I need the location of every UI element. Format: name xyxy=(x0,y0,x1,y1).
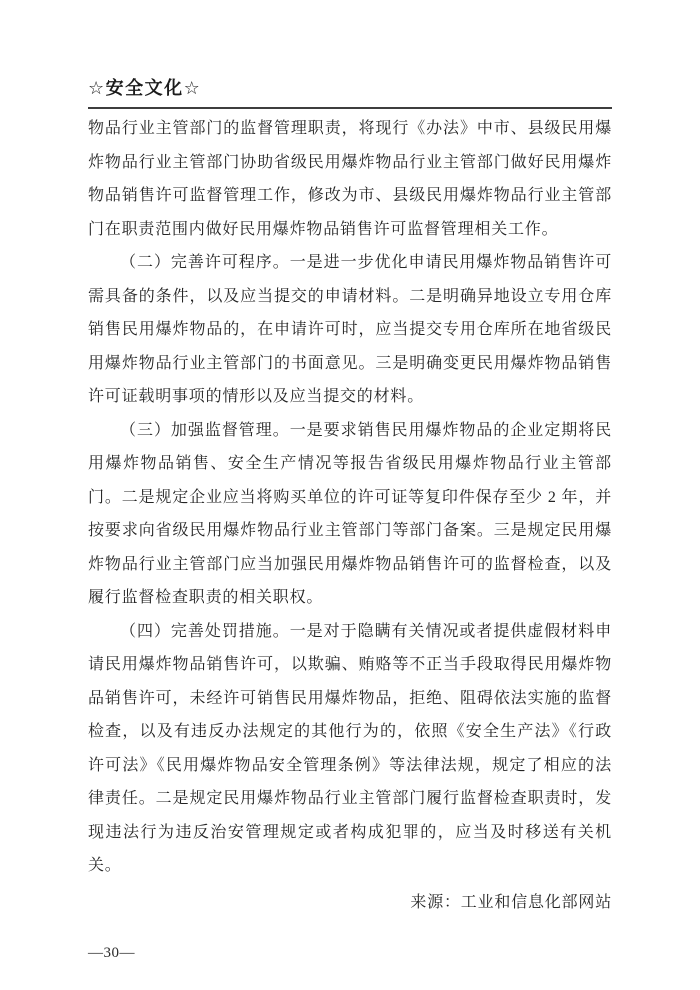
body-paragraph-continuation: 物品行业主管部门的监督管理职责，将现行《办法》中市、县级民用爆炸物品行业主管部门协助省级民用爆炸物品行业主管部门做好民用爆炸物品销售许可监督管理工作，修改为市、县级民用爆炸物品行业主管部门在职责范围内做好民用爆炸物品销售许可监督管理相关工作。 xyxy=(88,120,612,238)
document-body xyxy=(88,112,612,883)
page-number: —30— xyxy=(88,945,135,961)
body-paragraph-item-4: （四）完善处罚措施。一是对于隐瞒有关情况或者提供虚假材料申请民用爆炸物品销售许可，以欺骗、贿赂等不正当手段取得民用爆炸物品销售许可，未经许可销售民用爆炸物品，拒绝、阻碍依法实施的监督检查，以及有违反办法规定的其他行为的，依照《安全生产法》《行政许可法》《民用爆炸物品安全管理条例》等法律法规，规定了相应的法律责任。二是规定民用爆炸物品行业主管部门履行监督检查职责时，发现违法行为违反治安管理规定或者构成犯罪的，应当及时移送有关机关。 xyxy=(88,622,612,874)
header-rule xyxy=(88,107,612,109)
body-paragraph-item-3: （三）加强监督管理。一是要求销售民用爆炸物品的企业定期将民用爆炸物品销售、安全生产情况等报告省级民用爆炸物品行业主管部门。二是规定企业应当将购买单位的许可证等复印件保存至少 2 年，并按要求向省级民用爆炸物品行业主管部门等部门备案。三是规定民用爆炸物品行业主管部门应当加强民用爆炸物品销售许可的监督检查，以及履行监督检查职责的相关职权。 xyxy=(88,421,612,606)
source-attribution: 来源：工业和信息化部网站 xyxy=(410,893,612,911)
body-paragraph-item-2: （二）完善许可程序。一是进一步优化申请民用爆炸物品销售许可需具备的条件，以及应当提交的申请材料。二是明确异地设立专用仓库销售民用爆炸物品的，在申请许可时，应当提交专用仓库所在地省级民用爆炸物品行业主管部门的书面意见。三是明确变更民用爆炸物品销售许可证载明事项的情形以及应当提交的材料。 xyxy=(88,254,612,405)
section-header: ☆安全文化☆ xyxy=(88,78,202,98)
